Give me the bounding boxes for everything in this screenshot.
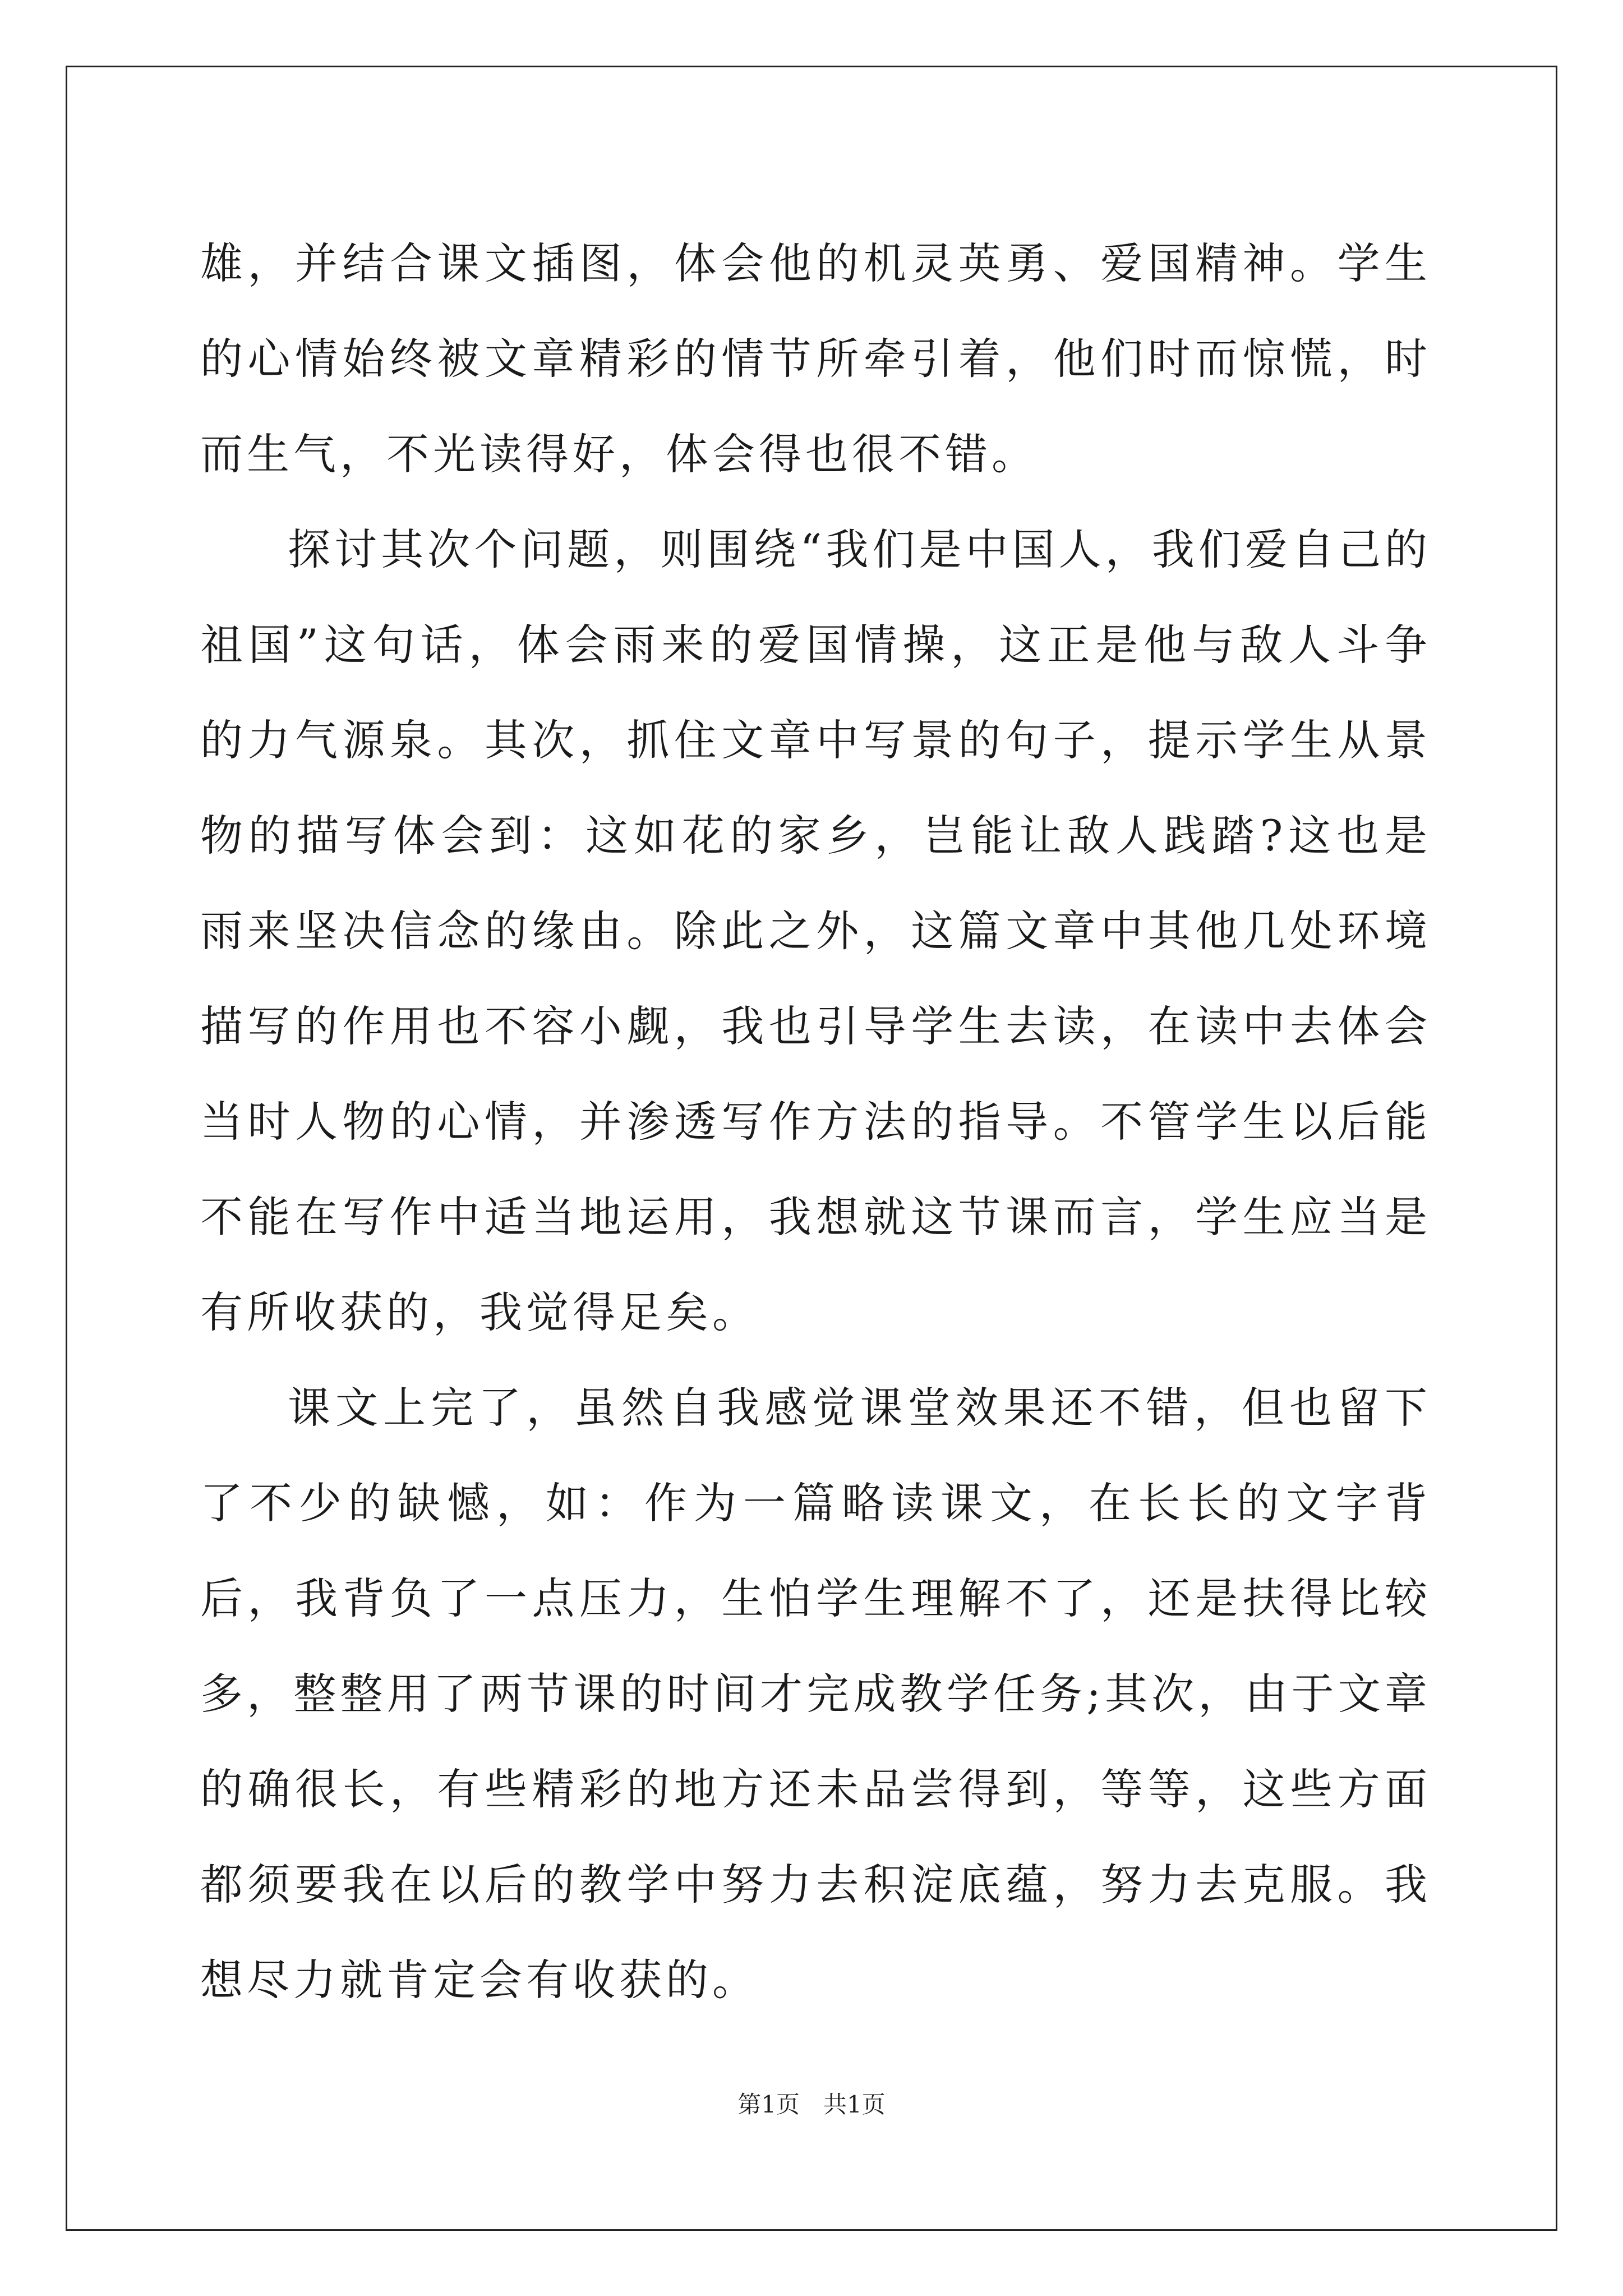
page-number-footer: 第1页 共1页 [737,2091,886,2118]
document-body [200,216,1431,2028]
paragraph-1: 雄，并结合课文插图，体会他的机灵英勇、爱国精神。学生的心情始终被文章精彩的情节所牵引着，他们时而惊慌，时而生气，不光读得好，体会得也很不错。 [200,238,1431,479]
paragraph-3: 课文上完了，虽然自我感觉课堂效果还不错，但也留下了不少的缺憾，如：作为一篇略读课文，在长长的文字背后，我背负了一点压力，生怕学生理解不了，还是扶得比较多，整整用了两节课的时间才完成教学任务;其次，由于文章的确很长，有些精彩的地方还未品尝得到，等等，这些方面都须要我在以后的教学中努力去积淀底蕴，努力去克服。我想尽力就肯定会有收获的。 [200,1383,1431,2005]
paragraph-2: 探讨其次个问题，则围绕“我们是中国人，我们爱自己的祖国”这句话，体会雨来的爱国情操，这正是他与敌人斗争的力气源泉。其次，抓住文章中写景的句子，提示学生从景物的描写体会到：这如花的家乡，岂能让敌人践踏?这也是雨来坚决信念的缘由。除此之外，这篇文章中其他几处环境描写的作用也不容小觑，我也引导学生去读，在读中去体会当时人物的心情，并渗透写作方法的指导。不管学生以后能不能在写作中适当地运用，我想就这节课而言，学生应当是有所收获的，我觉得足矣。 [200,524,1431,1337]
